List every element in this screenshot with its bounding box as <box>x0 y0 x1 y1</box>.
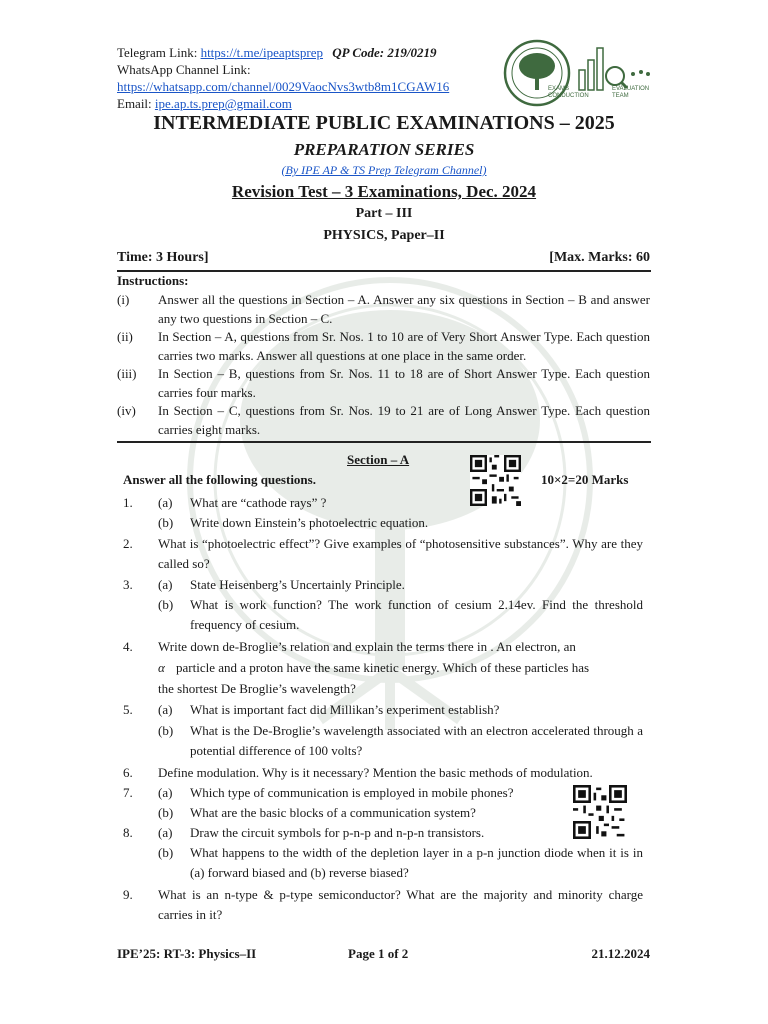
whatsapp-link[interactable]: https://whatsapp.com/channel/0029VaocNvs3wtb8m1CGAW16 <box>117 79 450 94</box>
question-number: 7. <box>123 785 133 800</box>
question-text: Define modulation. Why is it necessary? Mention the basic methods of modulation. <box>158 765 593 780</box>
subpart-label: (b) <box>158 597 174 612</box>
series-title: PREPARATION SERIES <box>293 140 475 159</box>
subpart-label: (b) <box>158 723 174 738</box>
section-title: Section – A <box>347 452 410 467</box>
subpart-label: (a) <box>158 785 173 800</box>
question-text: What is an n-type & p-type semiconductor? What are the majority and minority charge carries in it? <box>158 887 643 922</box>
question-text: Draw the circuit symbols for p-n-p and n-p-n transistors. <box>190 825 485 840</box>
byline <box>0 163 768 178</box>
question-text: Which type of communication is employed in mobile phones? <box>190 785 514 800</box>
question-text: What is important fact did Millikan’s experiment establish? <box>190 702 500 717</box>
telegram-link[interactable]: https://t.me/ipeaptsprep <box>200 45 323 60</box>
email-line <box>117 95 292 113</box>
subpart-label: (a) <box>158 495 173 510</box>
question-text: What are “cathode rays” ? <box>190 495 327 510</box>
question-number: 3. <box>123 577 133 592</box>
question-text: What are the basic blocks of a communication system? <box>190 805 476 820</box>
logo-text-evaluation: EVALUATION TEAM <box>612 86 650 99</box>
question-number: 4. <box>123 639 133 654</box>
instructions-heading: Instructions: <box>117 273 189 288</box>
footer-left: IPE’25: RT-3: Physics–II <box>117 946 257 961</box>
max-marks-label: [Max. Marks: 60 <box>549 250 650 265</box>
question-number: 9. <box>123 887 133 902</box>
instruction-number: (ii) <box>117 329 133 344</box>
question-number: 2. <box>123 536 133 551</box>
subpart-label: (a) <box>158 825 173 840</box>
page-number: Page 1 of 2 <box>348 946 409 961</box>
instruction-text: In Section – A, questions from Sr. Nos. 1 to 10 are of Very Short Answer Type. Each question carries two marks. Answer all questions at one place in the same order. <box>158 329 650 363</box>
whatsapp-label: WhatsApp Channel Link: <box>117 62 251 77</box>
question-text: Write down Einstein’s photoelectric equation. <box>190 515 429 530</box>
byline-link[interactable]: (By IPE AP & TS Prep Telegram Channel) <box>281 163 487 177</box>
time-label: Time: 3 Hours] <box>117 250 209 265</box>
question-text: What is work function? The work function of cesium 2.14ev. Find the threshold frequency of cesium. <box>190 597 643 632</box>
footer-date: 21.12.2024 <box>591 946 650 961</box>
instruction-number: (iii) <box>117 366 137 381</box>
question-text: What happens to the width of the depletion layer in a p-n junction diode when it is in (a) forward biased and (b) reverse biased? <box>190 845 643 880</box>
email-label: Email: <box>117 96 152 111</box>
subpart-label: (b) <box>158 805 174 820</box>
section-marks: 10×2=20 Marks <box>541 472 629 487</box>
question-text: State Heisenberg’s Uncertainly Principle. <box>190 577 405 592</box>
question-number: 5. <box>123 702 133 717</box>
divider <box>117 441 651 443</box>
question-text: What is the De-Broglie’s wavelength associated with an electron accelerated through a potential difference of 100 volts? <box>190 723 643 758</box>
instruction-text: In Section – C, questions from Sr. Nos. 19 to 21 are of Long Answer Type. Each question carries eight marks. <box>158 403 650 437</box>
logo-text-exams: EXAMS CONDUCTION <box>548 86 589 99</box>
instruction-number: (i) <box>117 292 130 307</box>
telegram-line <box>117 44 436 62</box>
section-directive: Answer all the following questions. <box>123 472 316 487</box>
instruction-number: (iv) <box>117 403 136 418</box>
instruction-text: In Section – B, questions from Sr. Nos. 11 to 18 are of Short Answer Type. Each question carries four marks. <box>158 366 650 400</box>
alpha-symbol: α <box>158 660 165 675</box>
question-text: the shortest De Broglie’s wavelength? <box>158 681 356 696</box>
qr-code <box>573 785 627 839</box>
question-number: 8. <box>123 825 133 840</box>
exam-title: INTERMEDIATE PUBLIC EXAMINATIONS – 2025 <box>153 112 615 134</box>
test-name: Revision Test – 3 Examinations, Dec. 2024 <box>231 182 537 201</box>
subject-label: PHYSICS, Paper–II <box>323 228 445 243</box>
instruction-text: Answer all the questions in Section – A. Answer any six questions in Section – B and answer any two questions in Section – C. <box>158 292 650 326</box>
qp-code: QP Code: 219/0219 <box>332 45 437 60</box>
subpart-label: (a) <box>158 577 173 592</box>
question-text: particle and a proton have the same kinetic energy. Which of these particles has <box>176 660 590 675</box>
subpart-label: (b) <box>158 515 174 530</box>
divider <box>117 270 651 272</box>
question-number: 6. <box>123 765 133 780</box>
subpart-label: (b) <box>158 845 174 860</box>
subpart-label: (a) <box>158 702 173 717</box>
question-text: Write down de-Broglie’s relation and explain the terms there in . An electron, an <box>158 639 576 654</box>
question-text: What is “photoelectric effect”? Give examples of “photosensitive substances”. Why are they called so? <box>158 536 643 571</box>
question-number: 1. <box>123 495 133 510</box>
part-label: Part – III <box>355 206 413 221</box>
telegram-label: Telegram Link: <box>117 45 198 60</box>
email-link[interactable]: ipe.ap.ts.prep@gmail.com <box>154 96 292 111</box>
